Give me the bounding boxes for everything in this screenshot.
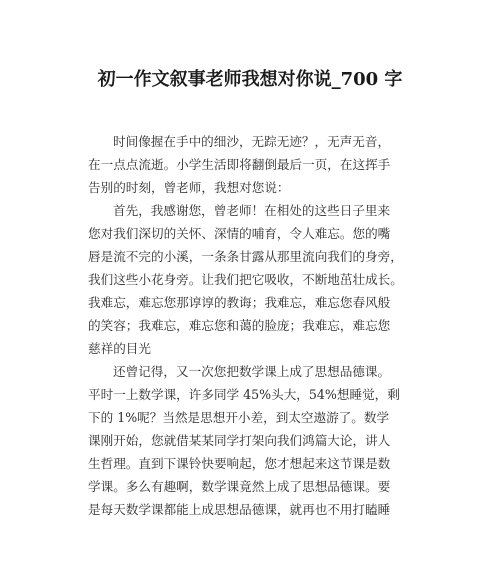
- paragraph-3-line-4: 课刚开始，您就借某某同学打架向我们鸿篇大论，讲人: [88, 433, 391, 448]
- paragraph-1-line-1: 时间像握在手中的细沙，无踪无迹？，无声无音，: [113, 134, 391, 149]
- paragraph-2-line-1: 首先，我感谢您，曾老师！在相处的这些日子里来: [113, 203, 391, 218]
- paragraph-2-line-4: 我们这些小花身旁。让我们把它吸收，不断地茁壮成长。: [88, 272, 403, 287]
- paragraph-3-line-5: 生哲理。直到下课铃快要响起，您才想起来这节课是数: [88, 456, 391, 471]
- paragraph-2-line-6: 的笑容；我难忘，难忘您和蔼的脸庞；我难忘，难忘您: [88, 318, 391, 333]
- paragraph-2-line-7: 慈祥的目光: [88, 341, 151, 356]
- paragraph-3-line-7: 是每天数学课都能上成思想品德课，就再也不用打瞌睡: [88, 502, 391, 517]
- paragraph-3-line-1: 还曾记得，又一次您把数学课上成了思想品德课。: [113, 364, 391, 379]
- paragraph-1-line-2: 在一点点流逝。小学生活即将翻倒最后一页，在这挥手: [88, 157, 391, 172]
- document-title: 初一作文叙事老师我想对你说_700 字: [97, 69, 403, 90]
- paragraph-2-line-3: 唇是流不完的小溪，一条条甘露从那里流向我们的身旁，: [88, 249, 403, 264]
- paragraph-1-line-3: 告别的时刻，曾老师，我想对您说：: [88, 180, 290, 195]
- paragraph-3-line-6: 学课。多么有趣啊，数学课竟然上成了思想品德课。要: [88, 479, 391, 494]
- paragraph-3-line-2: 平时一上数学课，许多同学 45%头大，54%想睡觉，剩: [88, 387, 400, 402]
- document-body: [88, 130, 428, 521]
- paragraph-2-line-5: 我难忘，难忘您那谆谆的教诲；我难忘，难忘您春风般: [88, 295, 391, 310]
- paragraph-2-line-2: 您对我们深切的关怀、深情的哺育，令人难忘。您的嘴: [88, 226, 391, 241]
- paragraph-3-line-3: 下的 1%呢？当然是思想开小差，到太空遨游了。数学: [88, 410, 390, 425]
